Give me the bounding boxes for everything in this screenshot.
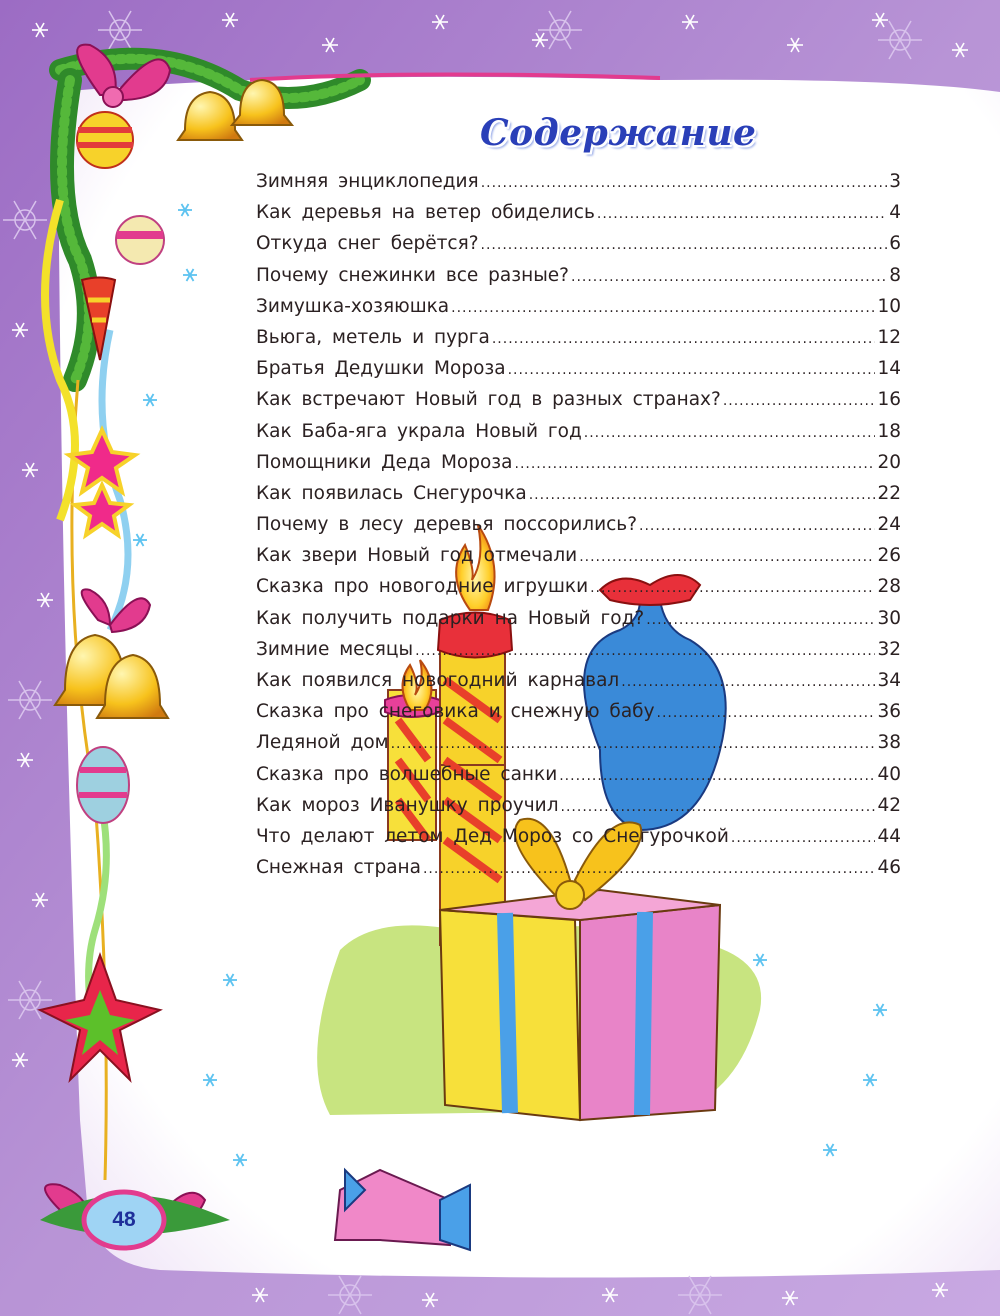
toc-entry-page: 14 [877,358,901,380]
toc-entry-title: Снежная страна [256,857,421,879]
toc-entry [256,857,901,888]
toc-entry-title: Братья Дедушки Мороза [256,358,506,380]
toc-entry [256,514,901,545]
toc-entry [256,233,901,264]
toc-entry [256,358,901,389]
toc-dot-leader [646,612,875,628]
toc-entry-title: Как Баба-яга украла Новый год [256,420,582,442]
toc-dot-leader [639,518,875,534]
page-title: Содержание [480,112,757,154]
toc-dot-leader [621,674,875,690]
toc-entry-title: Что делают летом Дед Мороз со Снегурочкой [256,825,729,847]
toc-entry-page: 28 [877,576,901,598]
toc-dot-leader [561,799,876,815]
toc-dot-leader [481,175,888,191]
toc-entry-page: 32 [877,638,901,660]
toc-entry-page: 12 [877,326,901,348]
toc-entry [256,265,901,296]
toc-entry-page: 30 [877,607,901,629]
toc-entry-page: 42 [877,794,901,816]
toc-entry-page: 18 [877,420,901,442]
toc-entry [256,639,901,670]
toc-entry-page: 38 [877,732,901,754]
toc-entry [256,764,901,795]
toc-entry-title: Как получить подарки на Новый год? [256,607,645,629]
toc-entry-title: Как появился новогодний карнавал [256,670,620,691]
toc-entry-title: Почему снежинки все разные? [256,264,569,286]
toc-entry-title: Как мороз Иванушку проучил [256,794,559,816]
toc-entry-title: Сказка про новогодние игрушки [256,576,589,598]
toc-entry [256,327,901,358]
toc-entry [256,576,901,607]
toc-dot-leader [508,362,876,378]
toc-dot-leader [529,487,876,503]
toc-entry-page: 4 [889,202,901,224]
toc-entry-page: 26 [877,545,901,567]
toc-entry-title: Почему в лесу деревья поссорились? [256,514,638,536]
toc-entry-page: 36 [877,701,901,723]
toc-entry-title: Сказка про волшебные санки [256,763,558,785]
toc-entry-page: 22 [877,482,901,504]
toc-entry [256,795,901,826]
toc-entry [256,483,901,514]
toc-entry-title: Откуда снег берётся? [256,233,479,255]
toc-dot-leader [423,861,875,877]
toc-dot-leader [657,705,876,721]
toc-dot-leader [731,830,876,846]
toc-entry-page: 44 [877,825,901,847]
toc-dot-leader [571,269,887,285]
toc-entry-title: Зимушка-хозяюшка [256,295,450,317]
toc-entry [256,296,901,327]
table-of-contents [256,171,901,888]
toc-entry [256,545,901,576]
toc-dot-leader [391,736,876,752]
toc-entry-page: 46 [877,857,901,879]
toc-dot-leader [579,549,875,565]
toc-entry [256,608,901,639]
toc-dot-leader [492,331,876,347]
toc-entry [256,701,901,732]
toc-entry-page: 8 [889,264,901,286]
toc-dot-leader [515,456,876,472]
page-number: 48 [112,1208,136,1231]
toc-entry-title: Как появилась Снегурочка [256,482,527,504]
toc-entry-page: 20 [877,451,901,473]
toc-entry [256,202,901,233]
toc-entry-title: Зимняя энциклопедия [256,171,479,192]
toc-entry-title: Вьюга, метель и пурга [256,326,490,348]
toc-dot-leader [481,237,888,253]
toc-entry-page: 3 [889,171,901,192]
toc-entry-page: 16 [877,389,901,411]
toc-dot-leader [584,425,876,441]
toc-entry-title: Ледяной дом [256,732,389,754]
toc-entry-title: Помощники Деда Мороза [256,451,513,473]
toc-entry [256,670,901,701]
toc-entry-page: 34 [877,670,901,691]
toc-entry [256,421,901,452]
toc-dot-leader [590,580,875,596]
toc-entry-page: 40 [877,763,901,785]
toc-entry-page: 6 [889,233,901,255]
toc-entry [256,389,901,420]
toc-entry-page: 24 [877,514,901,536]
toc-entry-title: Зимние месяцы [256,638,414,660]
toc-entry [256,452,901,483]
toc-dot-leader [597,206,887,222]
toc-entry-title: Сказка про снеговика и снежную бабу [256,701,655,723]
toc-entry-page: 10 [877,295,901,317]
toc-entry-title: Как звери Новый год отмечали [256,545,578,567]
toc-dot-leader [451,300,875,316]
toc-entry [256,171,901,202]
toc-entry [256,826,901,857]
toc-entry-title: Как деревья на ветер обиделись [256,202,595,224]
toc-dot-leader [559,768,875,784]
toc-dot-leader [723,393,876,409]
toc-dot-leader [415,643,875,659]
toc-entry-title: Как встречают Новый год в разных странах? [256,389,721,411]
toc-entry [256,732,901,763]
